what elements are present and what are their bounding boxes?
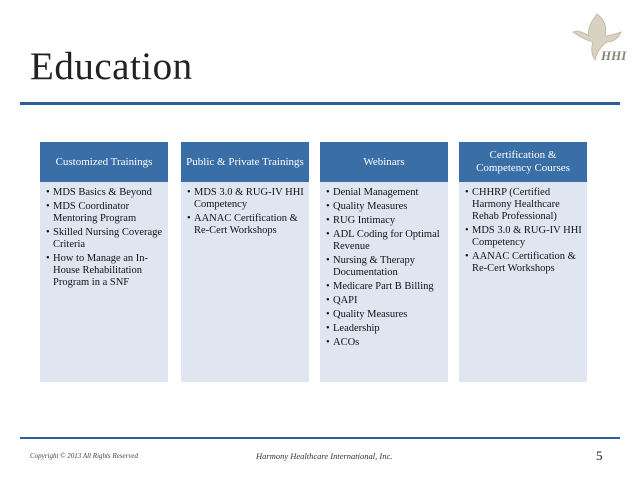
list-item: • Denial Management <box>326 187 444 199</box>
column-body <box>459 182 587 382</box>
slide-title: Education <box>30 45 193 88</box>
list-item: • Quality Measures <box>326 309 444 321</box>
company-name: Harmony Healthcare International, Inc. <box>256 451 393 461</box>
list-item: • CHHRP (Certified Harmony Healthcare Rehab Professional) <box>465 187 583 223</box>
list-item: • Leadership <box>326 323 444 335</box>
list-item: • AANAC Certification & Re-Cert Workshops <box>465 251 583 275</box>
list-item: • ACOs <box>326 337 444 349</box>
footer-divider <box>20 437 620 439</box>
list-item: • QAPI <box>326 295 444 307</box>
list-item: • ADL Coding for Optimal Revenue <box>326 229 444 253</box>
list-item: • Medicare Part B Billing <box>326 281 444 293</box>
column-customized-trainings <box>40 142 168 382</box>
column-header: Webinars <box>320 142 448 182</box>
column-public-private-trainings <box>181 142 309 382</box>
list-item: • How to Manage an In-House Rehabilitation Program in a SNF <box>46 253 164 289</box>
dove-logo-icon <box>567 8 627 68</box>
list-item: • MDS 3.0 & RUG-IV HHI Competency <box>465 225 583 249</box>
list-item: • Quality Measures <box>326 201 444 213</box>
list-item: • Skilled Nursing Coverage Criteria <box>46 227 164 251</box>
list-item: • RUG Intimacy <box>326 215 444 227</box>
copyright-text: Copyright © 2013 All Rights Reserved <box>30 452 139 460</box>
column-webinars <box>320 142 448 382</box>
column-header: Certification & Competency Courses <box>459 142 587 182</box>
column-body <box>320 182 448 382</box>
column-certification-competency-courses <box>459 142 587 382</box>
column-header: Customized Trainings <box>40 142 168 182</box>
list-item: • AANAC Certification & Re-Cert Workshops <box>187 213 305 237</box>
column-body <box>40 182 168 382</box>
column-header: Public & Private Trainings <box>181 142 309 182</box>
list-item: • MDS 3.0 & RUG-IV HHI Competency <box>187 187 305 211</box>
title-divider <box>20 102 620 105</box>
logo-text: HHI <box>601 48 627 63</box>
list-item: • Nursing & Therapy Documentation <box>326 255 444 279</box>
list-item: • MDS Basics & Beyond <box>46 187 164 199</box>
column-body <box>181 182 309 382</box>
page-number: 5 <box>596 448 603 463</box>
list-item: • MDS Coordinator Mentoring Program <box>46 201 164 225</box>
